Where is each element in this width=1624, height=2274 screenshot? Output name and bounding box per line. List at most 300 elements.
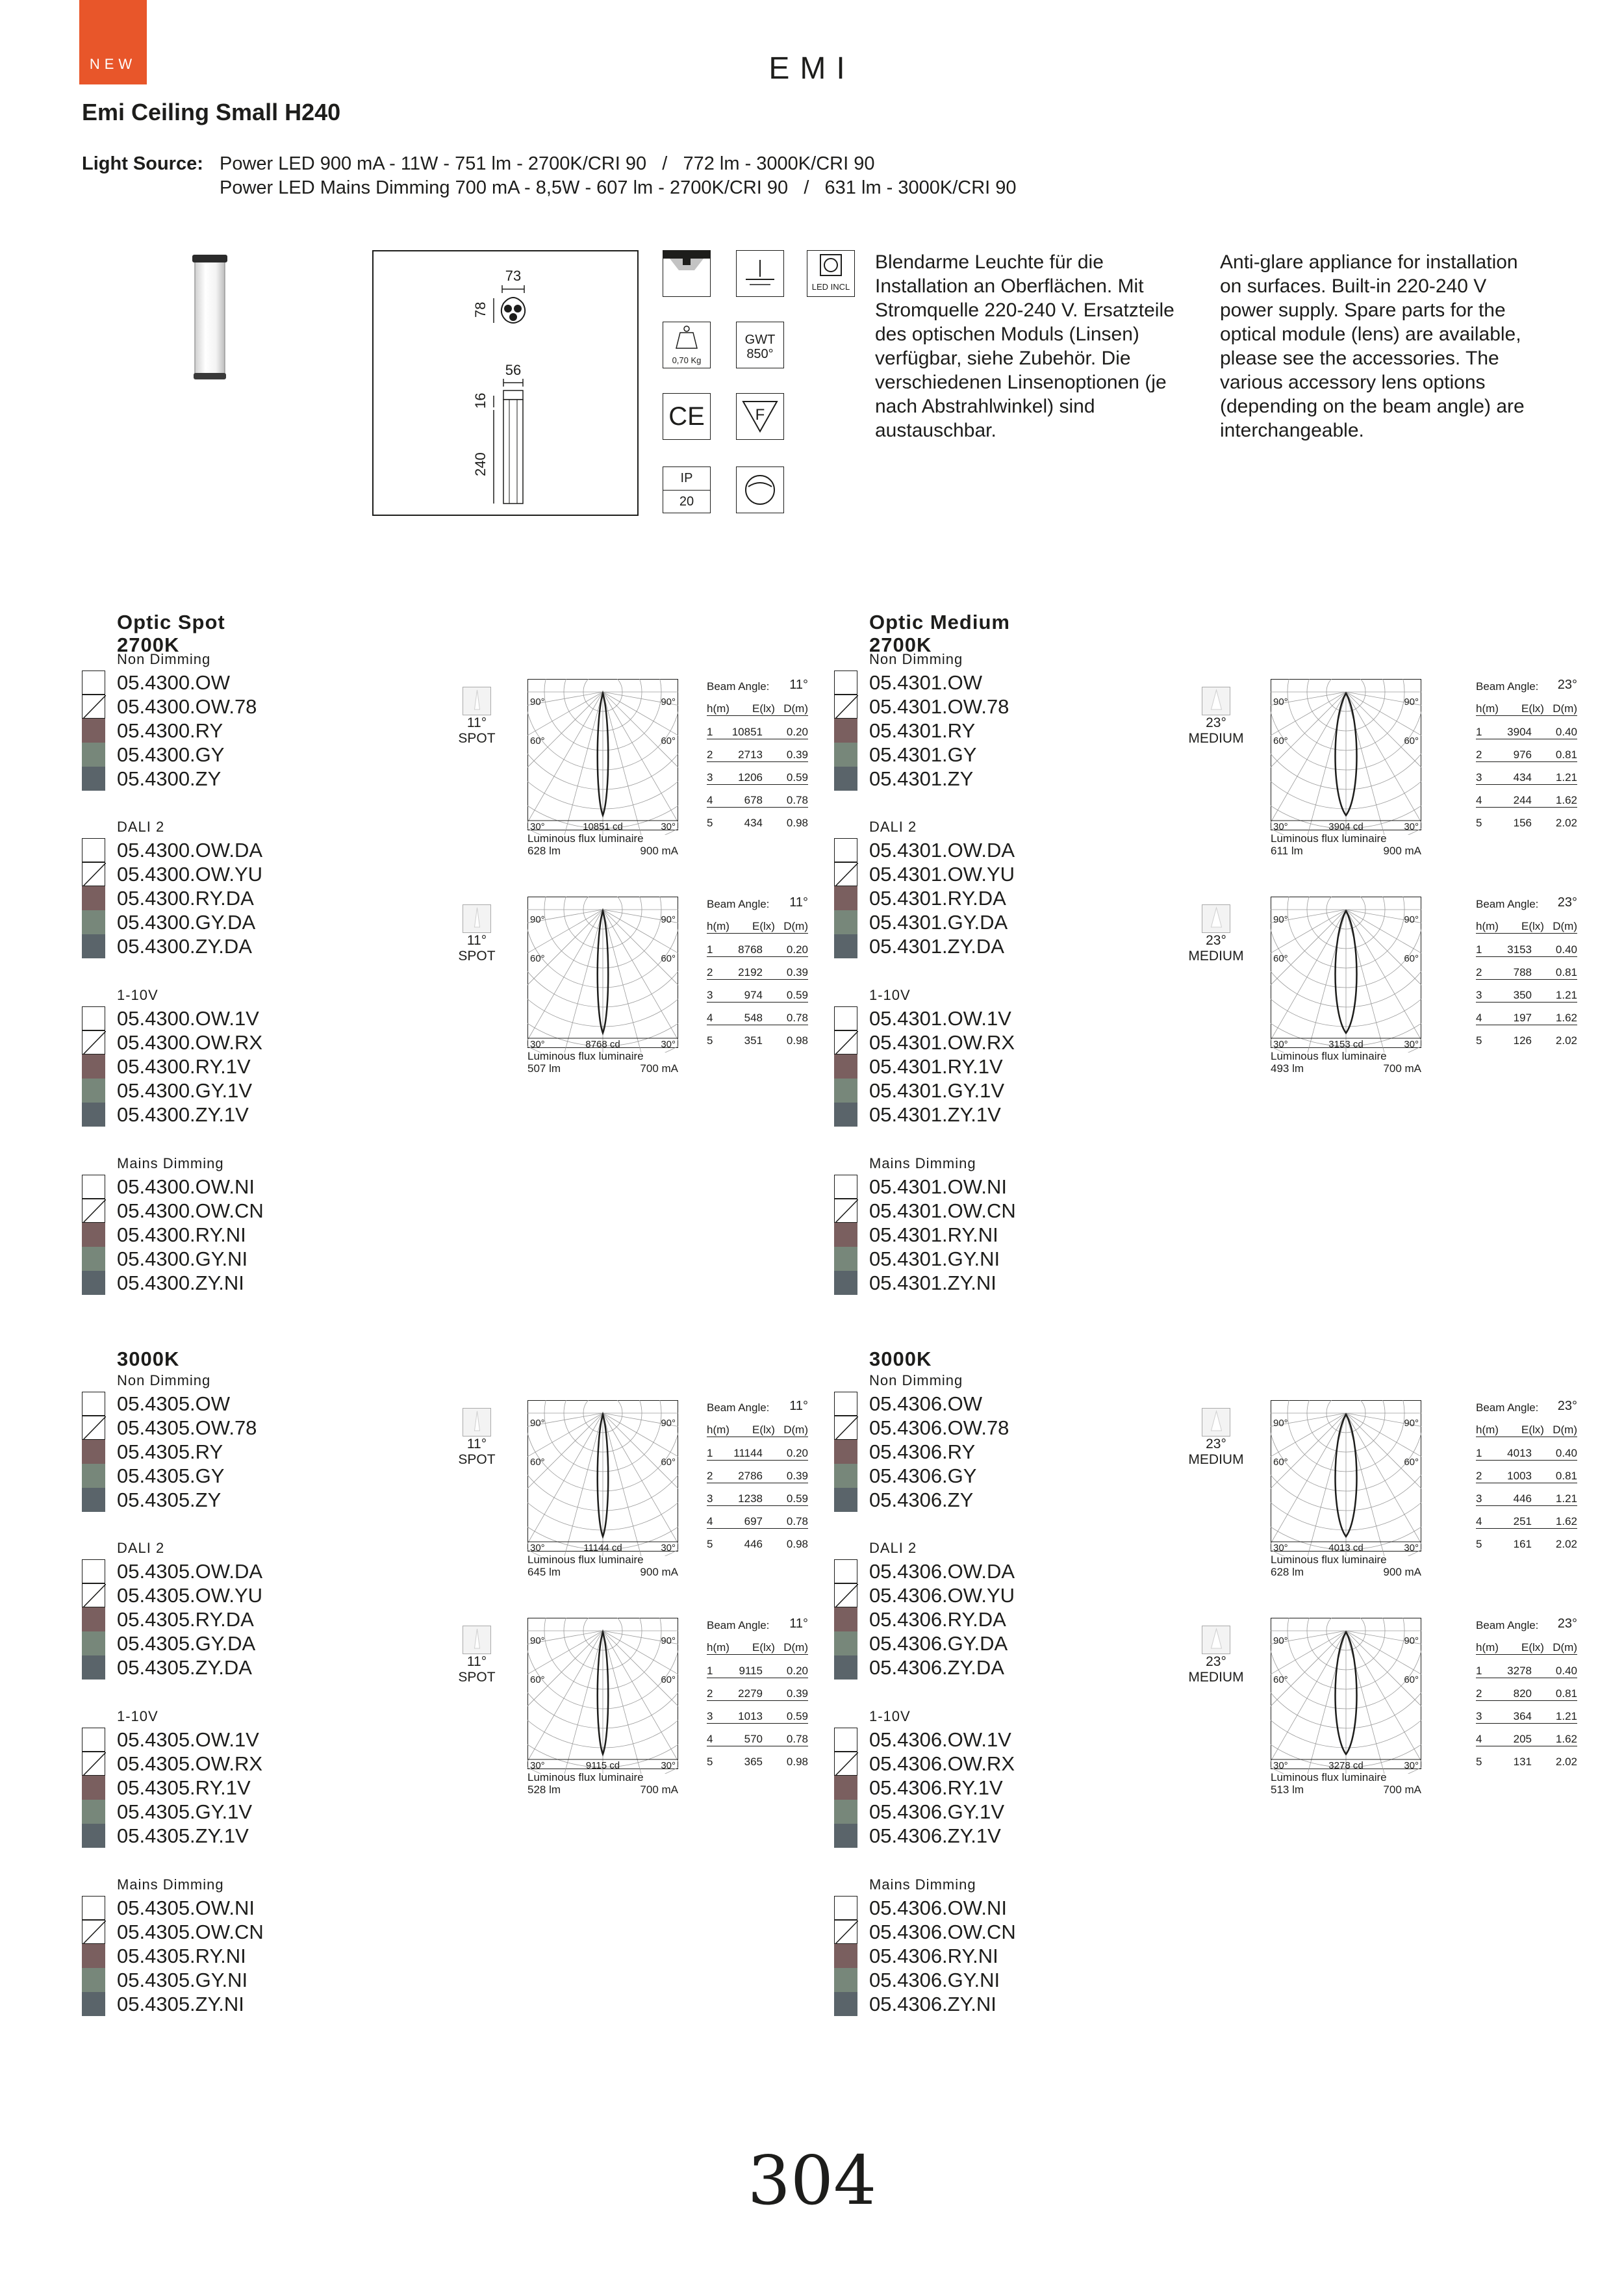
col-header-h: h(m) [707, 1641, 730, 1654]
cell-lux: 434 [1513, 771, 1532, 784]
product-code: 05.4301.RY.DA [869, 887, 1006, 910]
light-source-label: Light Source: [82, 153, 203, 174]
angle-label-90: 90° [1404, 696, 1419, 708]
cell-height: 2 [707, 1470, 713, 1482]
product-code: 05.4301.OW [869, 671, 983, 694]
flux-values [1271, 845, 1421, 857]
beam-name: SPOT [458, 949, 496, 964]
table-row [707, 747, 808, 762]
table-row [707, 770, 808, 785]
group-label: DALI 2 [117, 1540, 165, 1556]
product-code: 05.4301.OW.1V [869, 1007, 1011, 1030]
code-row [834, 1030, 1159, 1054]
code-row [834, 1223, 1159, 1247]
cell-height: 3 [1476, 771, 1482, 784]
cell-height: 3 [1476, 989, 1482, 1001]
cell-diameter: 1.21 [1555, 1492, 1577, 1505]
color-swatch [834, 1559, 857, 1583]
code-row [834, 1728, 1159, 1752]
flux-lumen: 493 lm [1271, 1062, 1304, 1075]
color-swatch [82, 1824, 105, 1848]
code-row [834, 1631, 1159, 1655]
code-row [834, 695, 1159, 719]
table-row [707, 724, 808, 739]
product-block [834, 611, 1577, 1325]
cell-height: 1 [1476, 726, 1482, 738]
code-row [82, 1607, 407, 1631]
product-code: 05.4306.ZY [869, 1488, 974, 1511]
table-header-row [1476, 1640, 1577, 1655]
color-swatch [82, 1103, 105, 1127]
product-code: 05.4301.OW.CN [869, 1199, 1016, 1222]
color-swatch [82, 1583, 105, 1607]
product-code: 05.4306.GY.NI [869, 1969, 1000, 1991]
color-swatch [834, 743, 857, 767]
illuminance-table [1476, 1400, 1577, 1550]
brand-name: EMI [768, 51, 856, 86]
polar-diagram [527, 1618, 678, 1774]
product-code: 05.4301.OW.DA [869, 839, 1015, 862]
color-swatch [834, 1416, 857, 1440]
code-row [82, 719, 407, 743]
group-label: Non Dimming [869, 1372, 963, 1388]
col-header-h: h(m) [1476, 1424, 1499, 1436]
color-swatch [834, 838, 857, 862]
code-row [82, 1559, 407, 1583]
code-row [834, 1607, 1159, 1631]
beam-angle-value: 23° [1557, 1616, 1577, 1631]
table-row [707, 1537, 808, 1551]
cell-diameter: 1.21 [1555, 989, 1577, 1001]
cell-lux: 156 [1513, 817, 1532, 829]
cell-lux: 350 [1513, 989, 1532, 1001]
cell-diameter: 0.40 [1555, 726, 1577, 738]
beam-icon [1202, 687, 1230, 715]
led-included-label: LED INCL [811, 282, 850, 292]
ce-mark-icon [663, 393, 711, 440]
col-header-h: h(m) [707, 1424, 730, 1436]
color-swatch [82, 1752, 105, 1776]
illuminance-table [1476, 897, 1577, 1046]
cell-lux: 251 [1513, 1515, 1532, 1527]
code-row [82, 1416, 407, 1440]
product-code: 05.4301.RY [869, 719, 976, 742]
cell-height: 2 [1476, 1687, 1482, 1700]
angle-label-90: 90° [661, 1635, 676, 1646]
polar-diagram [527, 897, 678, 1053]
product-block [834, 1332, 1577, 2047]
code-row [82, 1199, 407, 1223]
angle-label-30: 30° [1273, 1542, 1288, 1553]
polar-diagram [1271, 679, 1421, 835]
product-code: 05.4306.OW.78 [869, 1416, 1009, 1439]
table-row [707, 1446, 808, 1461]
product-code: 05.4301.GY [869, 743, 977, 766]
color-swatch [834, 1030, 857, 1054]
flux-title: Luminous flux luminaire [1271, 1553, 1387, 1566]
color-swatch [82, 1416, 105, 1440]
product-code: 05.4306.OW.CN [869, 1921, 1016, 1943]
table-row [707, 1033, 808, 1047]
col-header-e: E(lx) [752, 1424, 775, 1436]
table-row [1476, 724, 1577, 739]
cell-lux: 697 [744, 1515, 763, 1527]
illuminance-table [707, 679, 808, 828]
flux-title: Luminous flux luminaire [1271, 1771, 1387, 1783]
table-header-row [1476, 1422, 1577, 1437]
block-title: Optic Medium [869, 611, 1010, 633]
block-title: Optic Spot [117, 611, 225, 633]
illuminance-table [707, 1618, 808, 1767]
cell-height: 5 [707, 1538, 713, 1550]
beam-icon [463, 1408, 491, 1437]
code-row [82, 1992, 407, 2016]
color-swatch [834, 1392, 857, 1416]
color-swatch [82, 1728, 105, 1752]
col-header-e: E(lx) [752, 1641, 775, 1654]
cell-lux: 3153 [1507, 943, 1532, 956]
cell-height: 5 [1476, 1756, 1482, 1768]
cell-diameter: 1.62 [1555, 1515, 1577, 1527]
color-swatch [834, 1896, 857, 1920]
col-header-h: h(m) [1476, 702, 1499, 715]
color-swatch [82, 1896, 105, 1920]
product-code: 05.4300.OW.78 [117, 695, 257, 718]
col-header-d: D(m) [1553, 702, 1577, 715]
cell-lux: 3278 [1507, 1665, 1532, 1677]
code-row [834, 862, 1159, 886]
product-code: 05.4300.RY.DA [117, 887, 254, 910]
led-included-icon [807, 250, 855, 297]
beam-angle-label: Beam Angle: [1476, 898, 1539, 910]
cell-diameter: 0.98 [786, 1034, 808, 1047]
color-swatch [834, 1103, 857, 1127]
color-swatch [82, 767, 105, 791]
angle-label-60: 60° [1404, 953, 1419, 964]
f-mark-icon [736, 393, 784, 440]
product-code: 05.4305.OW.NI [117, 1897, 255, 1919]
cell-lux: 1206 [738, 771, 763, 784]
beam-badge [446, 1408, 508, 1468]
angle-label-90: 90° [1273, 1418, 1288, 1429]
angle-label-90: 90° [1404, 914, 1419, 925]
polar-diagram [1271, 897, 1421, 1053]
beam-icon [1202, 1408, 1230, 1437]
group-label: Non Dimming [117, 651, 211, 667]
cell-diameter: 0.78 [786, 794, 808, 806]
code-row [834, 1752, 1159, 1776]
product-code: 05.4305.RY.NI [117, 1945, 246, 1967]
angle-label-90: 90° [661, 914, 676, 925]
table-row [1476, 988, 1577, 1003]
table-header-row [707, 1640, 808, 1655]
light-source-line-2: Power LED Mains Dimming 700 mA - 8,5W - 607 lm - 2700K/CRI 90 / 631 lm - 3000K/CRI 90 [220, 177, 1017, 198]
angle-label-60: 60° [1404, 1674, 1419, 1685]
table-header-row [1476, 919, 1577, 934]
code-row [834, 1199, 1159, 1223]
col-header-e: E(lx) [1521, 1641, 1544, 1654]
angle-label-30: 30° [661, 821, 676, 832]
code-row [834, 1440, 1159, 1464]
light-source-line-1: Power LED 900 mA - 11W - 751 lm - 2700K/CRI 90 / 772 lm - 3000K/CRI 90 [220, 153, 875, 174]
color-swatch [834, 1223, 857, 1247]
color-swatch [82, 1175, 105, 1199]
flux-title: Luminous flux luminaire [1271, 1050, 1387, 1062]
color-swatch [82, 1488, 105, 1512]
code-row [834, 1944, 1159, 1968]
code-row [834, 1824, 1159, 1848]
cell-lux: 205 [1513, 1733, 1532, 1745]
cell-height: 5 [707, 1756, 713, 1768]
cell-diameter: 0.39 [786, 748, 808, 761]
table-row [1476, 770, 1577, 785]
angle-label-30: 30° [530, 1039, 545, 1050]
product-code: 05.4306.RY [869, 1440, 976, 1463]
gwt-label: GWT [744, 333, 776, 347]
code-row [82, 1030, 407, 1054]
col-header-h: h(m) [1476, 920, 1499, 932]
beam-badge [446, 904, 508, 964]
cell-diameter: 2.02 [1555, 1756, 1577, 1768]
cell-height: 3 [1476, 1492, 1482, 1505]
cell-height: 1 [707, 943, 713, 956]
color-swatch [82, 1054, 105, 1079]
product-code: 05.4301.GY.1V [869, 1079, 1004, 1102]
beam-angle-value: 23° [1557, 895, 1577, 910]
cell-height: 4 [1476, 794, 1482, 806]
color-swatch [834, 1271, 857, 1295]
flux-caption [527, 1771, 678, 1796]
angle-label-30: 30° [530, 1542, 545, 1553]
group-label: DALI 2 [117, 819, 165, 835]
cell-height: 4 [707, 1733, 713, 1745]
cell-height: 2 [1476, 748, 1482, 761]
page-number: 304 [747, 2141, 877, 2220]
angle-label-90: 90° [1273, 1635, 1288, 1646]
product-code: 05.4300.OW.CN [117, 1199, 264, 1222]
flux-current: 700 mA [640, 1783, 678, 1796]
code-row [82, 1583, 407, 1607]
code-row [834, 767, 1159, 791]
cell-lux: 364 [1513, 1710, 1532, 1722]
flux-current: 700 mA [1383, 1062, 1421, 1075]
product-code: 05.4306.ZY.1V [869, 1824, 1001, 1847]
color-swatch [834, 1776, 857, 1800]
product-code: 05.4300.RY.1V [117, 1055, 251, 1078]
cell-height: 1 [707, 1665, 713, 1677]
cell-diameter: 0.40 [1555, 1665, 1577, 1677]
angle-label-90: 90° [530, 914, 545, 925]
product-code: 05.4300.OW.YU [117, 863, 263, 886]
color-swatch [82, 671, 105, 695]
table-header-row [707, 701, 808, 716]
color-swatch [82, 719, 105, 743]
col-header-d: D(m) [1553, 920, 1577, 932]
color-swatch [834, 1992, 857, 2016]
product-code: 05.4301.RY.1V [869, 1055, 1003, 1078]
color-swatch [834, 1440, 857, 1464]
cell-lux: 11144 [733, 1447, 763, 1459]
color-swatch [82, 1223, 105, 1247]
color-swatch [82, 1199, 105, 1223]
product-block [82, 611, 808, 1325]
flux-lumen: 628 lm [1271, 1566, 1304, 1578]
beam-angle-value: 23° [1557, 1399, 1577, 1413]
code-row [834, 719, 1159, 743]
flux-current: 900 mA [1383, 1566, 1421, 1578]
flux-current: 900 mA [640, 1566, 678, 1578]
color-swatch [82, 1559, 105, 1583]
cell-height: 5 [1476, 1034, 1482, 1047]
table-row [1476, 1491, 1577, 1506]
product-code: 05.4305.GY.DA [117, 1632, 256, 1655]
color-swatch [82, 1944, 105, 1968]
cell-lux: 548 [744, 1012, 763, 1024]
code-row [82, 1944, 407, 1968]
flux-caption [1271, 1050, 1421, 1075]
product-code: 05.4305.OW.RX [117, 1752, 263, 1775]
cell-lux: 1013 [738, 1710, 763, 1722]
table-row [707, 1663, 808, 1678]
product-code: 05.4305.GY.1V [117, 1800, 252, 1823]
code-row [834, 838, 1159, 862]
code-row [82, 1464, 407, 1488]
code-row [834, 1079, 1159, 1103]
color-swatch [82, 1440, 105, 1464]
angle-label-60: 60° [1273, 735, 1288, 747]
beam-degree: 23° [1206, 933, 1226, 948]
col-header-h: h(m) [707, 702, 730, 715]
ip-label: IP [663, 467, 710, 491]
cell-lux: 244 [1513, 794, 1532, 806]
color-swatch [834, 1631, 857, 1655]
color-swatch [82, 695, 105, 719]
code-row [82, 1920, 407, 1944]
flux-title: Luminous flux luminaire [527, 1553, 644, 1566]
beam-degree: 11° [466, 1654, 487, 1669]
code-row [82, 1968, 407, 1992]
product-code: 05.4305.ZY.NI [117, 1993, 244, 2015]
table-row [707, 988, 808, 1003]
code-row [82, 1728, 407, 1752]
cell-height: 3 [707, 771, 713, 784]
color-swatch [82, 1247, 105, 1271]
group-label: Mains Dimming [869, 1155, 976, 1171]
angle-label-60: 60° [530, 735, 545, 747]
color-swatch [834, 1079, 857, 1103]
product-code: 05.4300.ZY [117, 767, 222, 790]
cell-diameter: 1.62 [1555, 794, 1577, 806]
peak-intensity: 8768 cd [585, 1039, 620, 1050]
product-code: 05.4301.ZY [869, 767, 974, 790]
table-row [1476, 1446, 1577, 1461]
cell-diameter: 0.59 [786, 1710, 808, 1722]
col-header-d: D(m) [783, 920, 808, 932]
color-swatch [834, 1920, 857, 1944]
flux-values [527, 1062, 678, 1075]
color-swatch [834, 1054, 857, 1079]
angle-label-30: 30° [661, 1039, 676, 1050]
cell-diameter: 0.40 [1555, 943, 1577, 956]
angle-label-30: 30° [1404, 821, 1419, 832]
beam-name: MEDIUM [1188, 731, 1244, 746]
table-row [1476, 1033, 1577, 1047]
table-row [707, 942, 808, 957]
product-code: 05.4306.GY.1V [869, 1800, 1004, 1823]
beam-angle-label: Beam Angle: [1476, 1401, 1539, 1414]
code-row [834, 743, 1159, 767]
code-row [82, 1752, 407, 1776]
cell-diameter: 0.98 [786, 1538, 808, 1550]
angle-label-60: 60° [1404, 1457, 1419, 1468]
cell-diameter: 0.78 [786, 1733, 808, 1745]
color-swatch [82, 838, 105, 862]
cell-height: 2 [707, 1687, 713, 1700]
code-row [834, 886, 1159, 910]
table-row [1476, 965, 1577, 980]
code-row [82, 1271, 407, 1295]
product-code: 05.4301.OW.RX [869, 1031, 1015, 1054]
cell-height: 3 [707, 1710, 713, 1722]
angle-label-60: 60° [1404, 735, 1419, 747]
angle-label-60: 60° [661, 953, 676, 964]
new-badge-label: NEW [89, 56, 137, 72]
color-swatch [834, 767, 857, 791]
angle-label-30: 30° [1404, 1542, 1419, 1553]
peak-intensity: 11144 cd [583, 1542, 622, 1553]
cell-diameter: 0.59 [786, 1492, 808, 1505]
product-code: 05.4300.OW.NI [117, 1175, 255, 1198]
beam-angle-label: Beam Angle: [1476, 1619, 1539, 1631]
color-swatch [834, 862, 857, 886]
cell-lux: 4013 [1507, 1447, 1532, 1459]
cell-lux: 365 [744, 1756, 763, 1768]
polar-diagram [1271, 1618, 1421, 1774]
flux-caption [1271, 1771, 1421, 1796]
code-row [82, 1488, 407, 1512]
flux-title: Luminous flux luminaire [1271, 832, 1387, 845]
table-row [1476, 793, 1577, 808]
cell-height: 3 [1476, 1710, 1482, 1722]
code-row [834, 1776, 1159, 1800]
angle-label-30: 30° [530, 821, 545, 832]
code-row [82, 1247, 407, 1271]
surface-mount-icon [736, 250, 784, 297]
col-header-e: E(lx) [752, 702, 775, 715]
beam-degree: 11° [466, 1437, 487, 1451]
angle-label-30: 30° [1273, 1760, 1288, 1771]
gwt-icon [736, 322, 784, 368]
cell-diameter: 1.62 [1555, 1012, 1577, 1024]
peak-intensity: 4013 cd [1328, 1542, 1364, 1553]
product-code: 05.4306.OW.DA [869, 1560, 1015, 1583]
col-header-d: D(m) [1553, 1424, 1577, 1436]
col-header-h: h(m) [707, 920, 730, 932]
code-row [834, 1006, 1159, 1030]
product-code: 05.4300.ZY.1V [117, 1103, 249, 1126]
group-label: 1-10V [869, 987, 911, 1003]
code-row [834, 1464, 1159, 1488]
col-header-d: D(m) [1553, 1641, 1577, 1654]
beam-name: MEDIUM [1188, 1670, 1244, 1685]
group-label: Mains Dimming [869, 1876, 976, 1893]
product-code: 05.4306.GY [869, 1464, 977, 1487]
color-swatch [82, 1920, 105, 1944]
technical-drawing [372, 250, 639, 516]
code-row [834, 1054, 1159, 1079]
product-code: 05.4305.ZY.DA [117, 1656, 252, 1679]
color-swatch [82, 1006, 105, 1030]
